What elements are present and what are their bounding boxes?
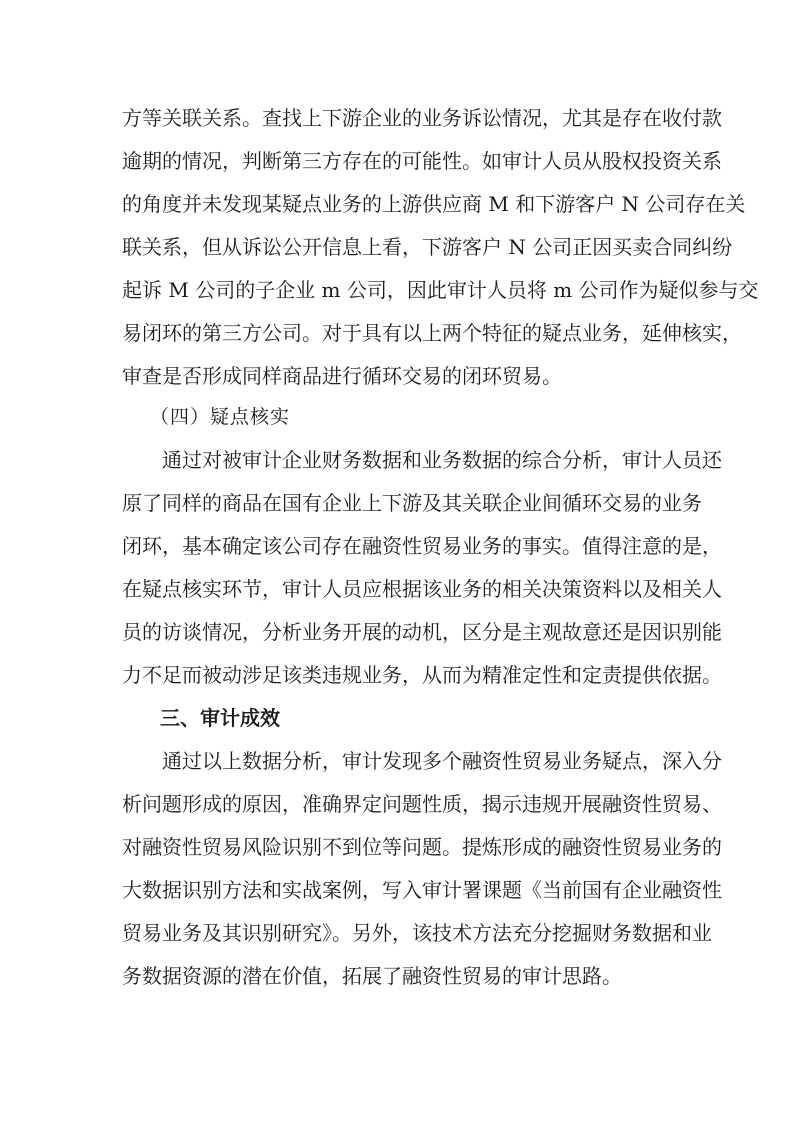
paragraph-2-line-1: 通过对被审计企业财务数据和业务数据的综合分析，审计人员还 xyxy=(162,448,722,472)
paragraph-2-line-2: 原了同样的商品在国有企业上下游及其关联企业间循环交易的业务 xyxy=(122,491,702,515)
paragraph-3-line-3: 对融资性贸易风险识别不到位等问题。提炼形成的融资性贸易业务的 xyxy=(122,835,722,859)
paragraph-1-line-4: 联关系，但从诉讼公开信息上看，下游客户 N 公司正因买卖合同纠纷 xyxy=(122,235,733,259)
paragraph-3-line-6: 务数据资源的潜在价值，拓展了融资性贸易的审计思路。 xyxy=(122,964,622,988)
paragraph-3-line-5: 贸易业务及其识别研究》。另外，该技术方法充分挖掘财务数据和业 xyxy=(122,921,712,945)
paragraph-1-line-3: 的角度并未发现某疑点业务的上游供应商 M 和下游客户 N 公司存在关 xyxy=(122,192,746,216)
paragraph-2-line-5: 员的访谈情况，分析业务开展的动机，区分是主观故意还是因识别能 xyxy=(122,620,722,644)
paragraph-1-line-7: 审查是否形成同样商品进行循环交易的闭环贸易。 xyxy=(122,364,562,388)
paragraph-2-line-6: 力不足而被动涉足该类违规业务，从而为精准定性和定责提供依据。 xyxy=(122,663,722,687)
paragraph-3-line-2: 析问题形成的原因，准确界定问题性质，揭示违规开展融资性贸易、 xyxy=(122,792,722,816)
paragraph-3-line-4: 大数据识别方法和实战案例，写入审计署课题《当前国有企业融资性 xyxy=(122,878,722,902)
paragraph-3-line-1: 通过以上数据分析，审计发现多个融资性贸易业务疑点，深入分 xyxy=(162,749,722,773)
paragraph-1-line-2: 逾期的情况，判断第三方存在的可能性。如审计人员从股权投资关系 xyxy=(122,149,722,173)
paragraph-1-line-6: 易闭环的第三方公司。对于具有以上两个特征的疑点业务，延伸核实， xyxy=(122,321,742,345)
section-heading-verification: （四）疑点核实 xyxy=(150,406,291,428)
paragraph-1-line-5: 起诉 M 公司的子企业 m 公司，因此审计人员将 m 公司作为疑似参与交 xyxy=(122,278,759,302)
paragraph-2-line-4: 在疑点核实环节，审计人员应根据该业务的相关决策资料以及相关人 xyxy=(122,577,722,601)
paragraph-2-line-3: 闭环，基本确定该公司存在融资性贸易业务的事实。值得注意的是， xyxy=(122,534,722,558)
section-heading-audit-results: 三、审计成效 xyxy=(160,706,280,730)
paragraph-1-line-1: 方等关联关系。查找上下游企业的业务诉讼情况，尤其是存在收付款 xyxy=(122,106,722,130)
